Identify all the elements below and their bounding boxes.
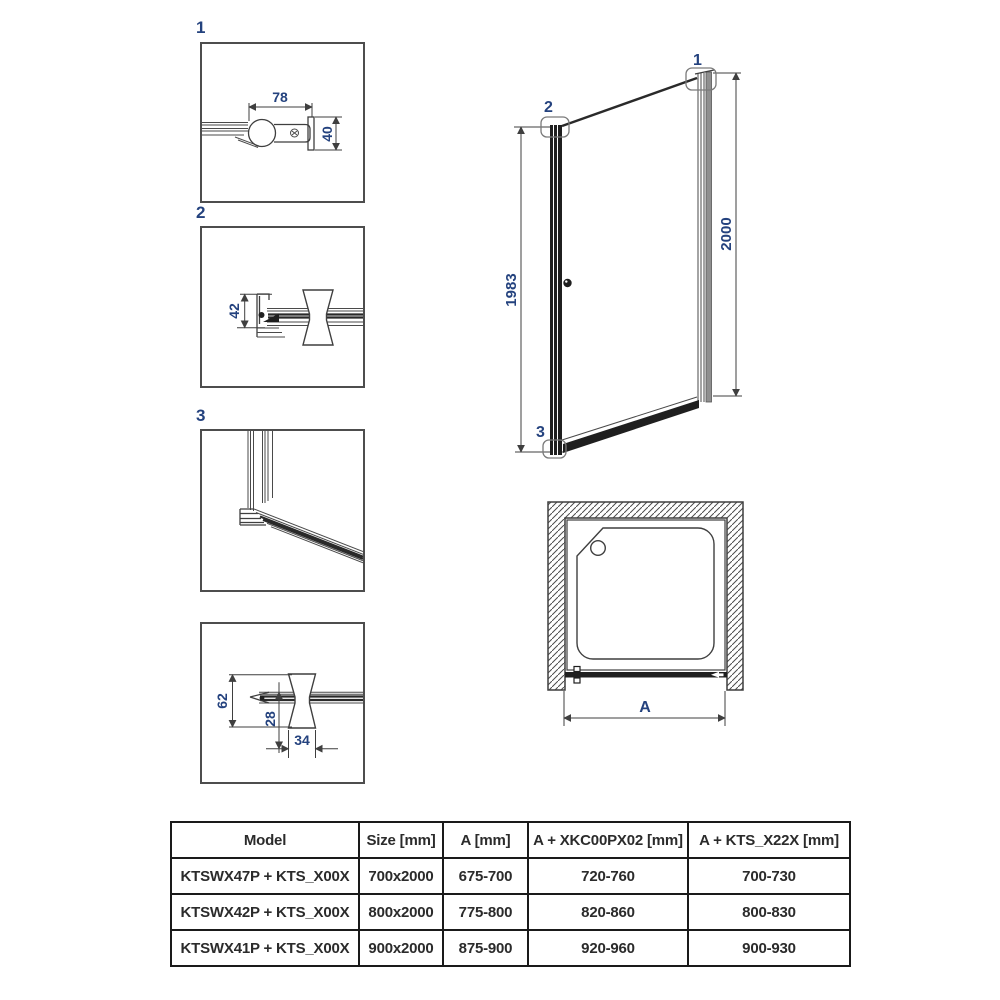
cell-model: KTSWX41P + KTS_X00X [171,930,359,966]
dimension-a [564,691,725,726]
marker-1: 1 [693,52,702,69]
dimension-40 [315,117,342,150]
detail-2-label: 2 [196,203,206,222]
detail-3-box [200,429,365,592]
hinge-bottom [574,678,580,683]
dimension-a-value: A [639,699,651,716]
cell-a-xkc: 920-960 [528,930,688,966]
spec-table-header-row [171,822,850,858]
shower-tray [567,520,725,670]
glass-top-edge [562,78,697,126]
door-handle [563,279,571,287]
detail-1-label: 1 [196,18,206,37]
dimension-62-value: 62 [214,693,230,709]
detail-2-box [200,226,365,388]
table-row [171,858,850,894]
detail-4-box [200,622,365,784]
dimension-78-value: 78 [272,89,288,105]
detail-4-drawing [202,624,363,782]
cell-a-xkc: 720-760 [528,858,688,894]
header-a: A [mm] [443,822,528,858]
elevation-view [500,40,748,470]
table-row [171,930,850,966]
door-profile [550,125,562,455]
plan-view [540,495,752,732]
cell-a-kts: 900-930 [688,930,850,966]
cell-model: KTSWX42P + KTS_X00X [171,894,359,930]
cell-a-kts: 700-730 [688,858,850,894]
hinge-top [574,667,580,672]
detail-1-drawing [202,44,363,201]
dimension-42 [226,294,272,327]
bottom-rail [562,397,699,453]
dimension-34-value: 34 [294,732,310,748]
detail-3-label: 3 [196,406,206,425]
header-size: Size [mm] [359,822,443,858]
spec-table [170,821,851,967]
cell-model: KTSWX47P + KTS_X00X [171,858,359,894]
vertical-profile-lines [248,431,273,511]
marker-3: 3 [536,424,545,441]
dimension-34 [266,730,338,758]
table-row [171,894,850,930]
header-a-xkc: A + XKC00PX02 [mm] [528,822,688,858]
hinge-profile [249,117,315,150]
header-model: Model [171,822,359,858]
drain [591,541,606,556]
cell-a-xkc: 820-860 [528,894,688,930]
bottom-rail-diagonals [254,509,363,563]
marker-2: 2 [544,99,553,116]
dimension-2000-value: 2000 [718,217,735,251]
dimension-2000 [713,73,742,396]
wall-profile [695,70,714,402]
cell-a: 775-800 [443,894,528,930]
cell-a: 875-900 [443,930,528,966]
dimension-40-value: 40 [319,126,335,142]
dimension-28-value: 28 [262,711,278,727]
cell-size: 700x2000 [359,858,443,894]
header-a-kts: A + KTS_X22X [mm] [688,822,850,858]
detail-3-drawing [202,431,363,590]
cell-size: 900x2000 [359,930,443,966]
dimension-1983-value: 1983 [503,273,520,307]
dimension-42-value: 42 [226,303,242,319]
dimension-78 [249,89,312,121]
cell-a: 675-700 [443,858,528,894]
detail-1-box [200,42,365,203]
cell-a-kts: 800-830 [688,894,850,930]
cell-size: 800x2000 [359,894,443,930]
detail-2-drawing [202,228,363,386]
